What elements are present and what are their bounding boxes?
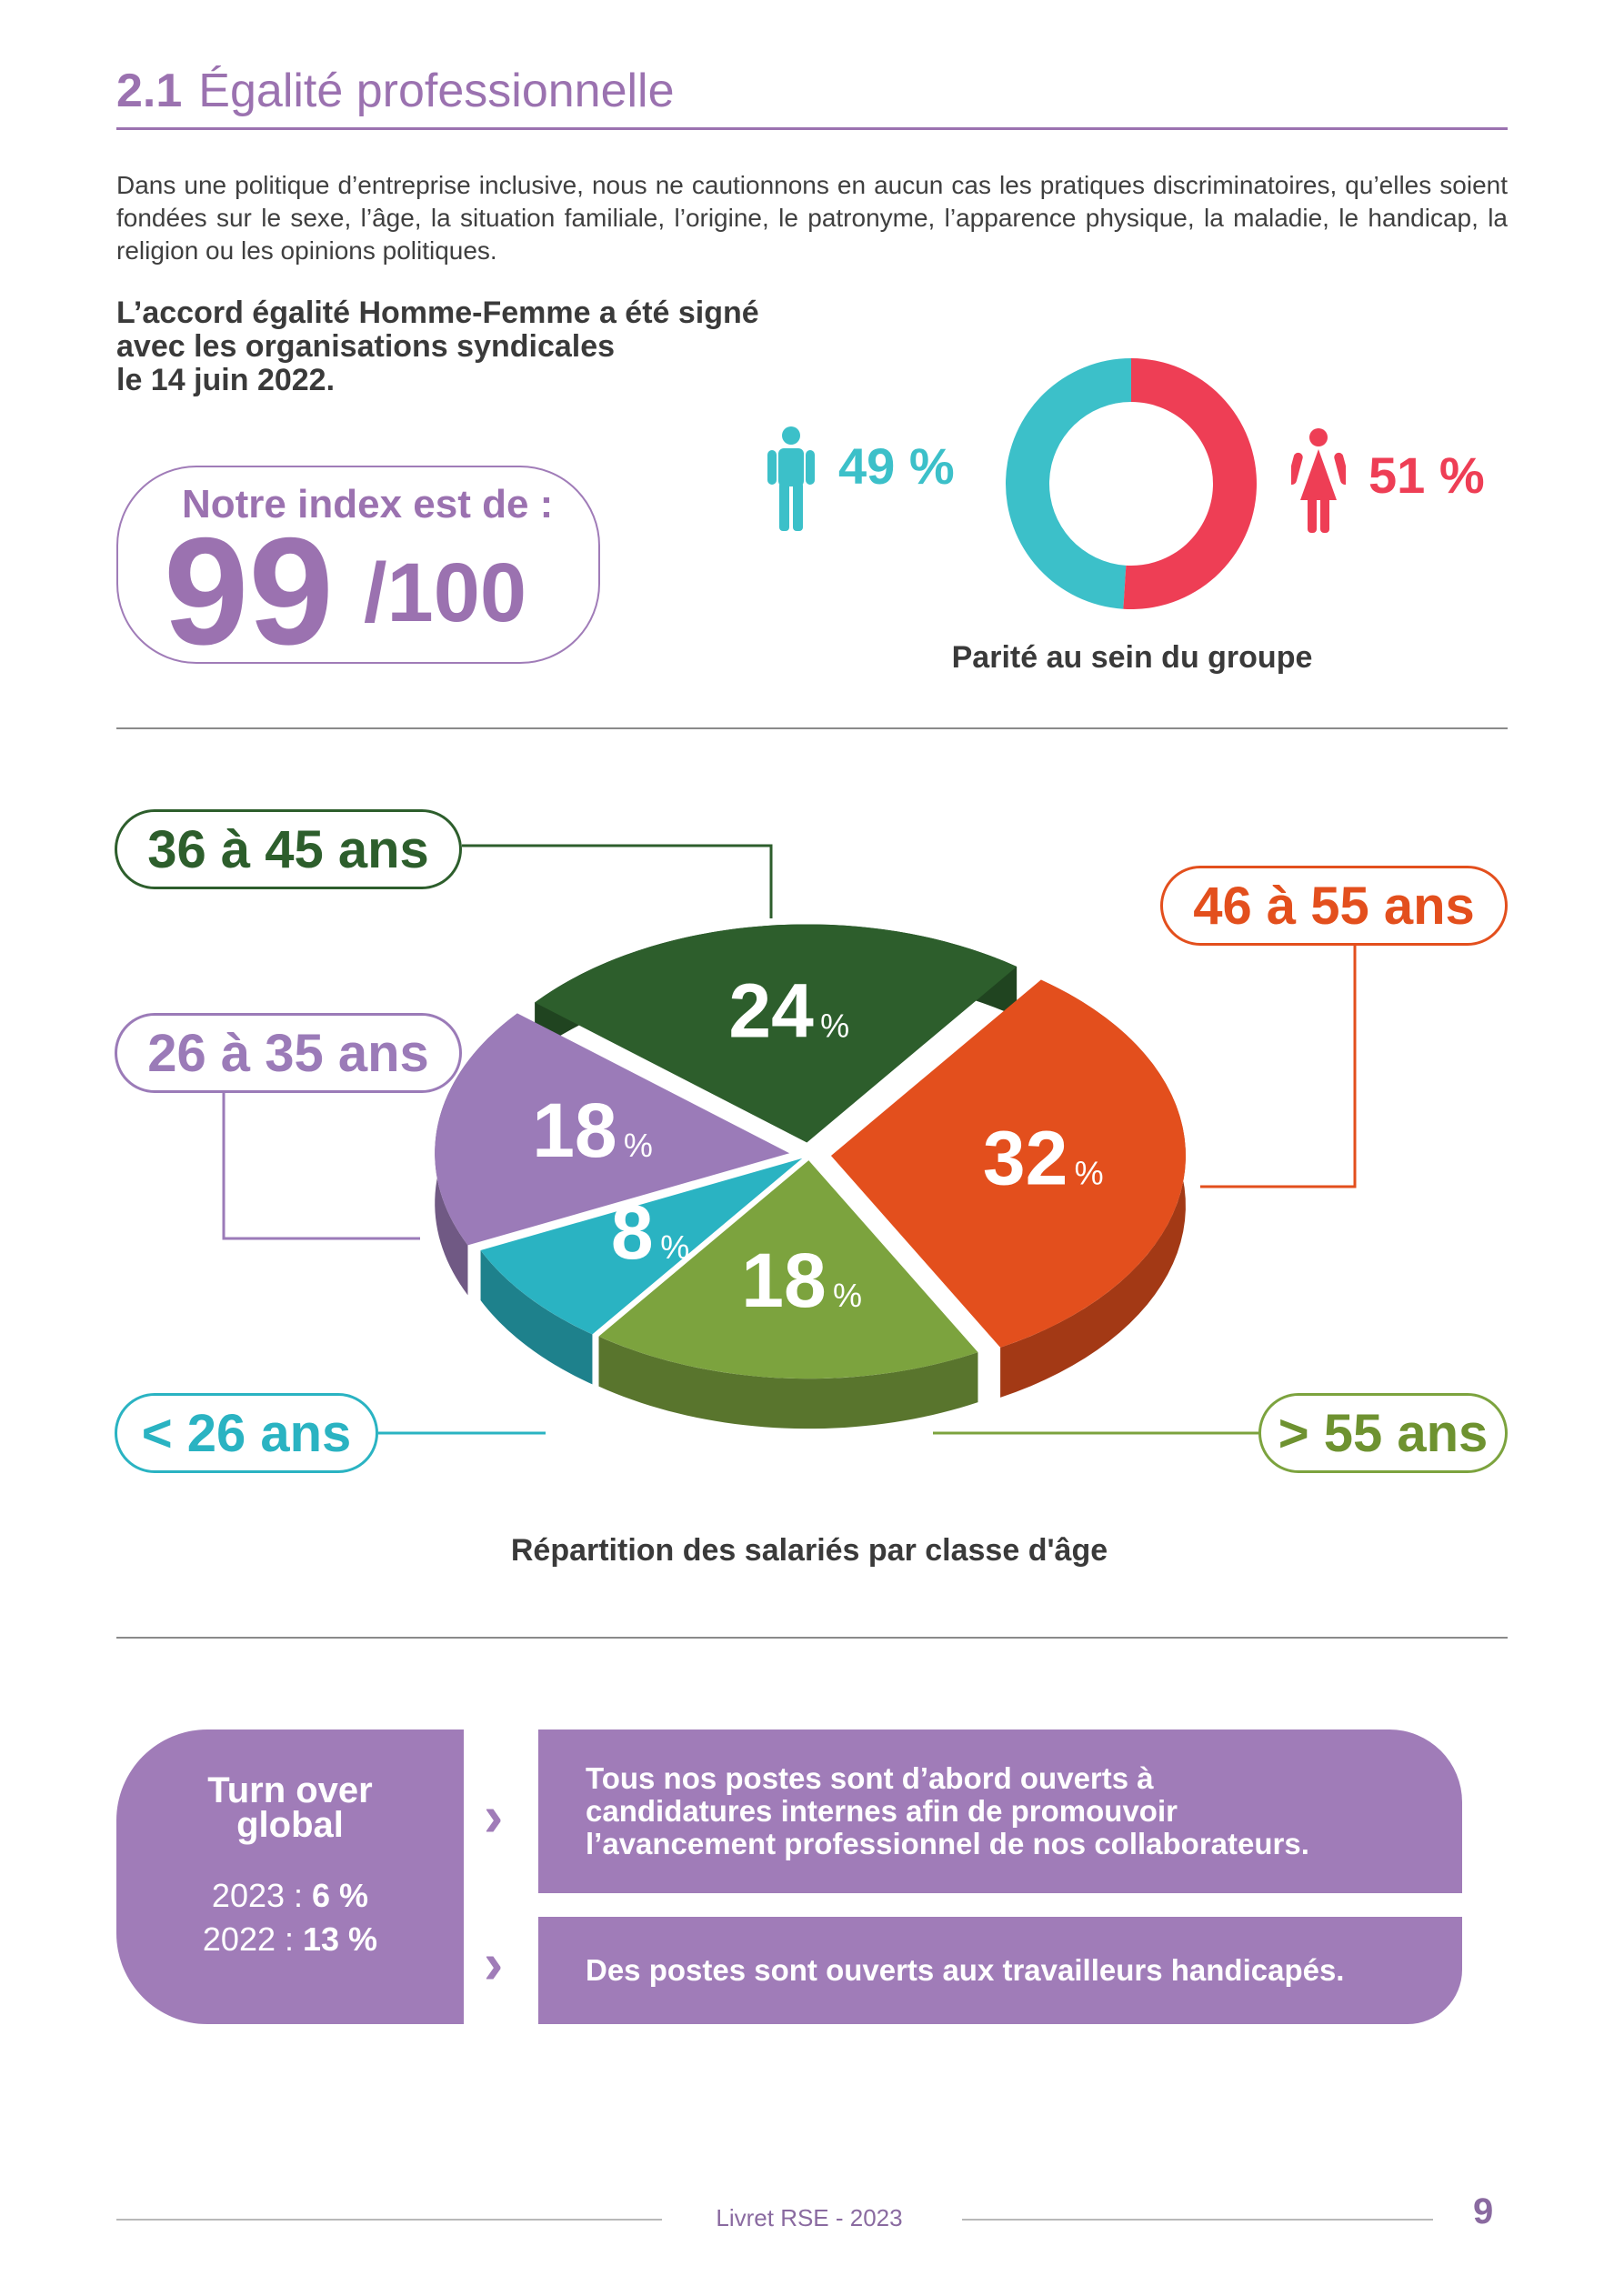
turnover-row <box>116 1920 464 1959</box>
turnover-value: 6 % <box>312 1877 369 1914</box>
chevron-right-icon: › <box>484 1783 504 1849</box>
age-slice-percent-sign: % <box>660 1228 690 1267</box>
footer-rule <box>962 2219 1433 2221</box>
label-26-35: 26 à 35 ans <box>115 1013 462 1093</box>
age-connector-line <box>1200 944 1355 1187</box>
turnover-title <box>116 1770 464 1845</box>
title-underline <box>116 127 1508 130</box>
index-value: 99 <box>164 506 334 677</box>
turnover-box <box>116 1730 464 2024</box>
info-line: candidatures internes afin de promouvoir <box>586 1794 1178 1828</box>
index-denominator: /100 <box>364 546 527 639</box>
age-slice-percent-sign: % <box>623 1127 653 1165</box>
man-icon <box>766 426 817 533</box>
info-line: Tous nos postes sont d’abord ouverts à <box>586 1761 1154 1795</box>
accord-line: L’accord égalité Homme-Femme a été signé <box>116 296 759 330</box>
label-over-55: > 55 ans <box>1258 1393 1508 1473</box>
label-under-26: < 26 ans <box>115 1393 378 1473</box>
age-slice-percent-sign: % <box>820 1007 850 1045</box>
section-title-text: Égalité professionnelle <box>198 65 675 117</box>
accord-line: le 14 juin 2022. <box>116 363 336 397</box>
male-percent: 49 % <box>838 437 955 495</box>
age-slice-percent-sign: % <box>1074 1154 1104 1192</box>
parity-caption: Parité au sein du groupe <box>951 640 1313 675</box>
info-box-internal <box>538 1730 1462 1893</box>
age-connector-line <box>462 846 771 918</box>
age-connector-line <box>224 1091 420 1238</box>
accord-line: avec les organisations syndicales <box>116 329 616 364</box>
index-label: Notre index est de : <box>182 482 554 526</box>
divider <box>116 727 1508 729</box>
label-36-45: 36 à 45 ans <box>115 809 462 889</box>
age-chart-caption: Répartition des salariés par classe d'âge <box>510 1533 1108 1568</box>
turnover-row <box>116 1877 464 1915</box>
age-slice-percent-sign: % <box>832 1277 862 1315</box>
parity-slice-femmes <box>1123 358 1257 609</box>
age-slice-value: 18 <box>741 1238 827 1324</box>
footer-rule <box>116 2219 662 2221</box>
label-46-55: 46 à 55 ans <box>1160 866 1508 946</box>
intro-paragraph: Dans une politique d’entreprise inclusive, nous ne cautionnons en aucun cas les pratiques discriminatoires, qu’elles soient fondées sur le sexe, l’âge, la situation familiale, l’origine, le patronyme, l’apparence physique, la maladie, le handicap, la religion ou les opinions politiques. <box>116 171 1508 265</box>
age-slice-value: 24 <box>728 968 814 1054</box>
info-line: l’avancement professionnel de nos collaborateurs. <box>586 1827 1309 1860</box>
chevron-right-icon: › <box>484 1930 504 1996</box>
info-line: Des postes sont ouverts aux travailleurs handicapés. <box>586 1953 1345 1987</box>
turnover-year: 2023 : <box>211 1877 304 1914</box>
parity-donut <box>1002 355 1260 613</box>
section-title <box>116 64 675 118</box>
woman-icon <box>1291 427 1346 535</box>
divider <box>116 1637 1508 1639</box>
age-slice-value: 18 <box>532 1088 617 1174</box>
turnover-value: 13 % <box>303 1920 378 1958</box>
footer-text: Livret RSE - 2023 <box>716 2204 903 2231</box>
age-slice-value: 32 <box>982 1115 1068 1201</box>
turnover-title-line: Turn over <box>207 1770 373 1810</box>
turnover-year: 2022 : <box>202 1920 294 1958</box>
parity-slice-hommes <box>1006 358 1131 609</box>
info-box-handicap <box>538 1917 1462 2024</box>
turnover-title-line: global <box>236 1805 344 1845</box>
age-slice-value: 8 <box>610 1189 654 1276</box>
accord-statement <box>116 296 862 397</box>
page-number: 9 <box>1473 2191 1494 2231</box>
section-number: 2.1 <box>116 65 183 117</box>
female-percent: 51 % <box>1368 446 1485 504</box>
